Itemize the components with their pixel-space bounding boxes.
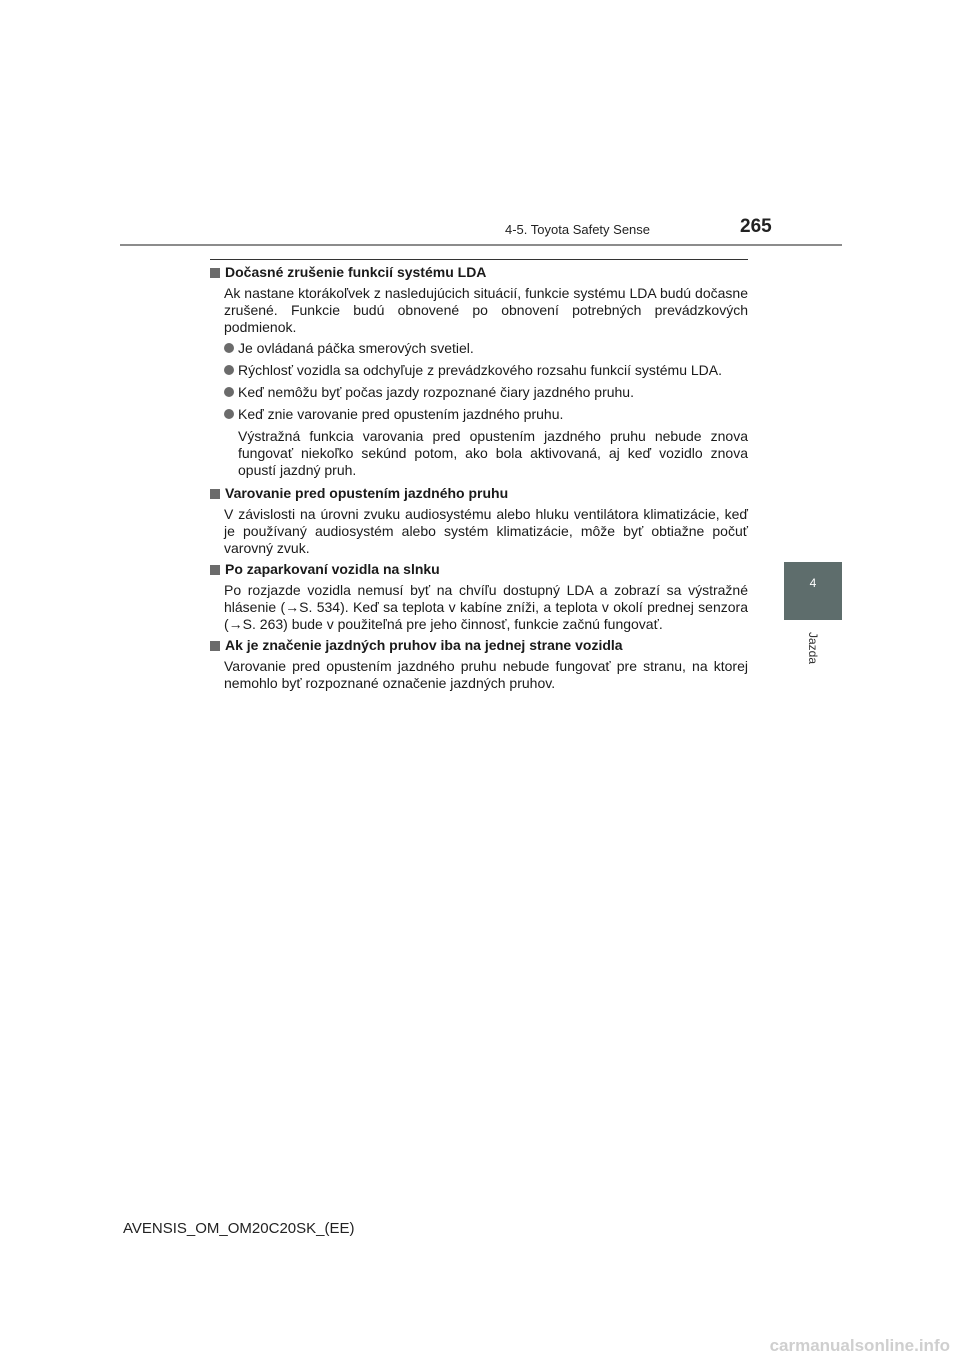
section-lda-temporary-cancel (210, 264, 748, 479)
list-item: Keď nemôžu byť počas jazdy rozpoznané čiary jazdného pruhu. (210, 384, 748, 401)
chapter-label: Jazda (806, 631, 820, 665)
section-lane-departure-warning (210, 485, 748, 557)
document-code: AVENSIS_OM_OM20C20SK_(EE) (123, 1220, 355, 1237)
square-bullet-icon (210, 565, 220, 575)
list-item: Rýchlosť vozidla sa odchyľuje z prevádzkového rozsahu funkcií systému LDA. (210, 362, 748, 379)
circle-bullet-icon (224, 343, 234, 353)
section-parked-in-sun (210, 561, 748, 633)
section-paragraph: V závislosti na úrovni zvuku audiosystému alebo hluku ventilátora klimatizácie, keď je používaný audiosystém alebo systém klimatizácie, môže byť obtiažne počuť varovný zvuk. (224, 506, 748, 556)
section-heading: Po zaparkovaní vozidla na slnku (210, 561, 748, 578)
square-bullet-icon (210, 641, 220, 651)
header-section-title: 4-5. Toyota Safety Sense (505, 222, 651, 237)
chapter-number: 4 (809, 576, 817, 590)
section-paragraph: Ak nastane ktorákoľvek z nasledujúcich situácií, funkcie systému LDA budú dočasne zrušené. Funkcie budú obnovené po obnovení potrebných prevádzkových podmienok. (224, 285, 748, 335)
watermark: carmanualsonline.info (769, 1336, 950, 1355)
section-paragraph: Po rozjazde vozidla nemusí byť na chvíľu dostupný LDA a zobrazí sa výstražné hlásenie (→S. 534). Keď sa teplota v kabíne zníži, a teplota v okolí prednej senzora (→S. 263) bude v použiteľná pre jeho činnosť, funkcie začnú fungovať. (224, 582, 748, 632)
section-heading: Ak je značenie jazdných pruhov iba na jednej strane vozidla (210, 637, 748, 654)
list-item: Keď znie varovanie pred opustením jazdného pruhu. (210, 406, 748, 423)
square-bullet-icon (210, 489, 220, 499)
section-heading: Varovanie pred opustením jazdného pruhu (210, 485, 748, 502)
chapter-tab (784, 562, 842, 620)
page-number: 265 (740, 216, 772, 237)
circle-bullet-icon (224, 409, 234, 419)
section-one-side-markings (210, 637, 748, 692)
section-heading: Dočasné zrušenie funkcií systému LDA (210, 264, 748, 281)
chapter-label-wrap (784, 628, 842, 668)
header-divider (120, 244, 842, 246)
content-top-rule (210, 259, 748, 260)
main-content (210, 264, 748, 696)
circle-bullet-icon (224, 365, 234, 375)
section-paragraph: Varovanie pred opustením jazdného pruhu nebude fungovať pre stranu, na ktorej nemohlo byť rozpoznané označenie jazdných pruhov. (224, 658, 748, 691)
list-item-note: Výstražná funkcia varovania pred opustením jazdného pruhu nebude znova fungovať niekoľko sekúnd potom, ako bola aktivovaná, aj keď vozidlo znova opustí jazdný pruh. (238, 428, 748, 478)
list-item: Je ovládaná páčka smerových svetiel. (210, 340, 748, 357)
square-bullet-icon (210, 268, 220, 278)
circle-bullet-icon (224, 387, 234, 397)
